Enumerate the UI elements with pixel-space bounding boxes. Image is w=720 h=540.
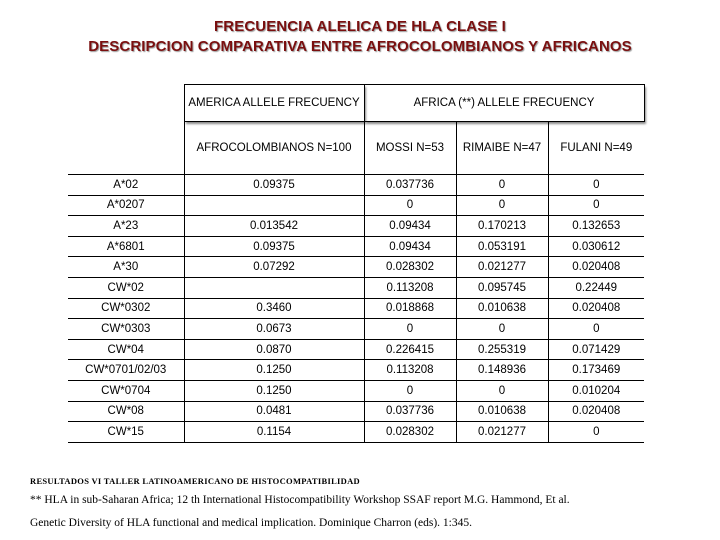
title-line-1: FRECUENCIA ALELICA DE HLA CLASE I — [214, 18, 506, 35]
allele-cell: CW*0302 — [68, 298, 184, 319]
table-row — [68, 216, 644, 237]
afrocolombianos-cell — [184, 195, 364, 216]
afrocolombianos-cell — [184, 277, 364, 298]
table-row — [68, 319, 644, 340]
mossi-cell: 0.037736 — [364, 175, 456, 196]
afrocolombianos-cell: 0.0870 — [184, 339, 364, 360]
mossi-cell: 0.018868 — [364, 298, 456, 319]
footer-reference: ** HLA in sub-Saharan Africa; 12 th International Histocompatibility Workshop SSAF report M.G. Hammond, Et al. — [30, 494, 570, 506]
allele-cell: A*02 — [68, 175, 184, 196]
table-row — [68, 175, 644, 196]
allele-cell: CW*02 — [68, 277, 184, 298]
afrocolombianos-header: AFROCOLOMBIANOS N=100 — [184, 122, 364, 175]
corner-cell — [68, 85, 184, 122]
america-header: AMERICA ALLELE FRECUENCY — [184, 85, 364, 122]
afrocolombianos-cell: 0.1250 — [184, 360, 364, 381]
fulani-cell: 0.132653 — [548, 216, 644, 237]
allele-cell: A*6801 — [68, 236, 184, 257]
fulani-cell: 0.020408 — [548, 257, 644, 278]
rimaibe-cell: 0.095745 — [456, 277, 548, 298]
rimaibe-cell: 0.021277 — [456, 422, 548, 443]
rimaibe-cell: 0.255319 — [456, 339, 548, 360]
fulani-header: FULANI N=49 — [548, 122, 644, 175]
mossi-cell: 0 — [364, 380, 456, 401]
table-row — [68, 195, 644, 216]
fulani-cell: 0 — [548, 175, 644, 196]
table-row — [68, 298, 644, 319]
mossi-cell: 0.09434 — [364, 236, 456, 257]
mossi-cell: 0.113208 — [364, 360, 456, 381]
table-row — [68, 401, 644, 422]
mossi-cell: 0 — [364, 319, 456, 340]
mossi-cell: 0.226415 — [364, 339, 456, 360]
fulani-cell: 0.173469 — [548, 360, 644, 381]
footer-citation: Genetic Diversity of HLA functional and medical implication. Dominique Charron (eds). 1:345. — [30, 517, 473, 529]
fulani-cell: 0.071429 — [548, 339, 644, 360]
afrocolombianos-cell: 0.1250 — [184, 380, 364, 401]
mossi-cell: 0 — [364, 195, 456, 216]
fulani-cell: 0 — [548, 195, 644, 216]
rimaibe-cell: 0.148936 — [456, 360, 548, 381]
title-line-2: DESCRIPCION COMPARATIVA ENTRE AFROCOLOMBIANOS Y AFRICANOS — [88, 38, 632, 55]
rimaibe-cell: 0.010638 — [456, 401, 548, 422]
table-row — [68, 422, 644, 443]
table-row — [68, 277, 644, 298]
fulani-cell: 0.020408 — [548, 401, 644, 422]
fulani-cell: 0.030612 — [548, 236, 644, 257]
footer-source: RESULTADOS VI TALLER LATINOAMERICANO DE HISTOCOMPATIBILIDAD — [30, 476, 360, 486]
corner-cell-2 — [68, 122, 184, 175]
allele-cell: CW*04 — [68, 339, 184, 360]
afrocolombianos-cell: 0.07292 — [184, 257, 364, 278]
mossi-cell: 0.037736 — [364, 401, 456, 422]
fulani-cell: 0.010204 — [548, 380, 644, 401]
fulani-cell: 0.22449 — [548, 277, 644, 298]
allele-cell: A*30 — [68, 257, 184, 278]
fulani-cell: 0 — [548, 319, 644, 340]
mossi-cell: 0.09434 — [364, 216, 456, 237]
rimaibe-cell: 0.053191 — [456, 236, 548, 257]
allele-frequency-table — [68, 84, 645, 443]
allele-cell: A*0207 — [68, 195, 184, 216]
allele-cell: CW*0303 — [68, 319, 184, 340]
allele-cell: CW*15 — [68, 422, 184, 443]
afrocolombianos-cell: 0.3460 — [184, 298, 364, 319]
table-row — [68, 380, 644, 401]
afrocolombianos-cell: 0.013542 — [184, 216, 364, 237]
rimaibe-cell: 0 — [456, 195, 548, 216]
mossi-header: MOSSI N=53 — [364, 122, 456, 175]
afrocolombianos-cell: 0.09375 — [184, 236, 364, 257]
afrocolombianos-cell: 0.0481 — [184, 401, 364, 422]
table-row — [68, 360, 644, 381]
africa-header: AFRICA (**) ALLELE FRECUENCY — [364, 85, 644, 122]
rimaibe-cell: 0.170213 — [456, 216, 548, 237]
rimaibe-header: RIMAIBE N=47 — [456, 122, 548, 175]
table-row — [68, 339, 644, 360]
table-row — [68, 236, 644, 257]
rimaibe-cell: 0 — [456, 175, 548, 196]
afrocolombianos-cell: 0.09375 — [184, 175, 364, 196]
allele-cell: CW*0701/02/03 — [68, 360, 184, 381]
rimaibe-cell: 0 — [456, 319, 548, 340]
mossi-cell: 0.113208 — [364, 277, 456, 298]
fulani-cell: 0.020408 — [548, 298, 644, 319]
allele-cell: CW*08 — [68, 401, 184, 422]
afrocolombianos-cell: 0.0673 — [184, 319, 364, 340]
allele-cell: A*23 — [68, 216, 184, 237]
allele-cell: CW*0704 — [68, 380, 184, 401]
fulani-cell: 0 — [548, 422, 644, 443]
rimaibe-cell: 0.010638 — [456, 298, 548, 319]
rimaibe-cell: 0.021277 — [456, 257, 548, 278]
afrocolombianos-cell: 0.1154 — [184, 422, 364, 443]
mossi-cell: 0.028302 — [364, 422, 456, 443]
table-row — [68, 257, 644, 278]
rimaibe-cell: 0 — [456, 380, 548, 401]
mossi-cell: 0.028302 — [364, 257, 456, 278]
